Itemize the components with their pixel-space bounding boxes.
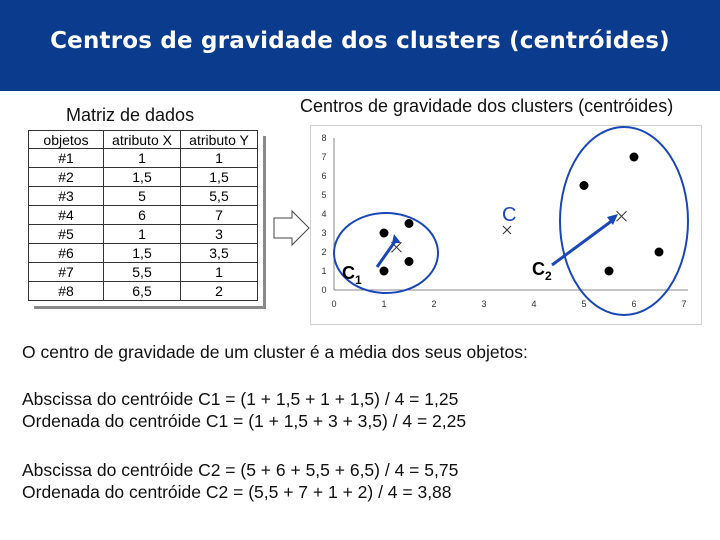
matrix-heading: Matriz de dados (66, 105, 195, 125)
x-tick-label: 7 (681, 299, 687, 309)
table-cell: 1,5 (181, 168, 258, 187)
header-objetos: objetos (29, 131, 104, 149)
table-row (29, 168, 258, 187)
x-tick-label: 3 (481, 299, 487, 309)
header-atributo-x: atributo X (104, 131, 181, 149)
right-arrow-icon (272, 208, 312, 248)
table-cell: 2 (181, 282, 258, 301)
table-cell: #8 (29, 282, 104, 301)
table-cell: 3,5 (181, 244, 258, 263)
cluster-plot (310, 125, 702, 325)
table-cell: 1 (104, 225, 181, 244)
table-row (29, 263, 258, 282)
y-tick-label: 1 (321, 266, 327, 276)
c2-ordinate-text: Ordenada do centróide C2 = (5,5 + 7 + 1 + 2) / 4 = 3,88 (22, 482, 452, 502)
table-cell: 1 (104, 149, 181, 168)
data-point (380, 267, 389, 276)
data-point (405, 219, 414, 228)
table-cell: 1 (181, 263, 258, 282)
c1-label: $C_1$ (342, 263, 362, 287)
x-tick-label: 6 (631, 299, 637, 309)
data-point (580, 181, 589, 190)
c1-abscissa-text: Abscissa do centróide C1 = (1 + 1,5 + 1 + 1,5) / 4 = 1,25 (22, 389, 459, 409)
table-shadow-bottom (34, 306, 266, 309)
intro-text: O centro de gravidade de um cluster é a média dos seus objetos: (22, 342, 528, 362)
table-cell: #5 (29, 225, 104, 244)
table-row (29, 149, 258, 168)
table-row (29, 187, 258, 206)
c2-label: $C_2$ (532, 259, 552, 283)
x-tick-label: 5 (581, 299, 587, 309)
data-point (630, 153, 639, 162)
table-cell: 1 (181, 149, 258, 168)
table-cell: #6 (29, 244, 104, 263)
table-cell: 5,5 (104, 263, 181, 282)
title-bar (0, 0, 720, 91)
table-cell: #4 (29, 206, 104, 225)
table-cell: 5,5 (181, 187, 258, 206)
table-cell: 7 (181, 206, 258, 225)
y-tick-label: 8 (321, 133, 327, 143)
data-point (655, 248, 664, 257)
table-cell: #3 (29, 187, 104, 206)
x-tick-label: 4 (531, 299, 537, 309)
y-tick-label: 0 (321, 285, 327, 295)
table-cell: 1,5 (104, 244, 181, 263)
table-header-row (29, 131, 258, 149)
c1-ordinate-text: Ordenada do centróide C1 = (1 + 1,5 + 3 + 3,5) / 4 = 2,25 (22, 411, 467, 431)
table-row (29, 225, 258, 244)
data-point (605, 267, 614, 276)
x-tick-label: 2 (431, 299, 437, 309)
table-cell: 3 (181, 225, 258, 244)
table-cell: 5 (104, 187, 181, 206)
header-atributo-y: atributo Y (181, 131, 258, 149)
c-label: C (502, 204, 517, 226)
y-tick-label: 5 (321, 190, 327, 200)
x-tick-label: 0 (331, 299, 337, 309)
table-row (29, 206, 258, 225)
y-tick-label: 3 (321, 228, 327, 238)
y-tick-label: 4 (321, 209, 327, 219)
table-cell: 1,5 (104, 168, 181, 187)
data-point (405, 257, 414, 266)
x-tick-label: 1 (381, 299, 387, 309)
table-cell: 6,5 (104, 282, 181, 301)
y-tick-label: 7 (321, 152, 327, 162)
c2-abscissa-text: Abscissa do centróide C2 = (5 + 6 + 5,5 + 6,5) / 4 = 5,75 (22, 460, 459, 480)
table-shadow-right (263, 136, 266, 308)
table-row (29, 244, 258, 263)
data-point (380, 229, 389, 238)
table-cell: #2 (29, 168, 104, 187)
table-cell: 6 (104, 206, 181, 225)
slide-title: Centros de gravidade dos clusters (centróides) (50, 28, 670, 54)
table-cell: #7 (29, 263, 104, 282)
y-tick-label: 6 (321, 171, 327, 181)
y-tick-label: 2 (321, 247, 327, 257)
plot-heading: Centros de gravidade dos clusters (centróides) (300, 96, 674, 116)
table-row (29, 282, 258, 301)
table-cell: #1 (29, 149, 104, 168)
data-matrix-table (28, 130, 258, 301)
